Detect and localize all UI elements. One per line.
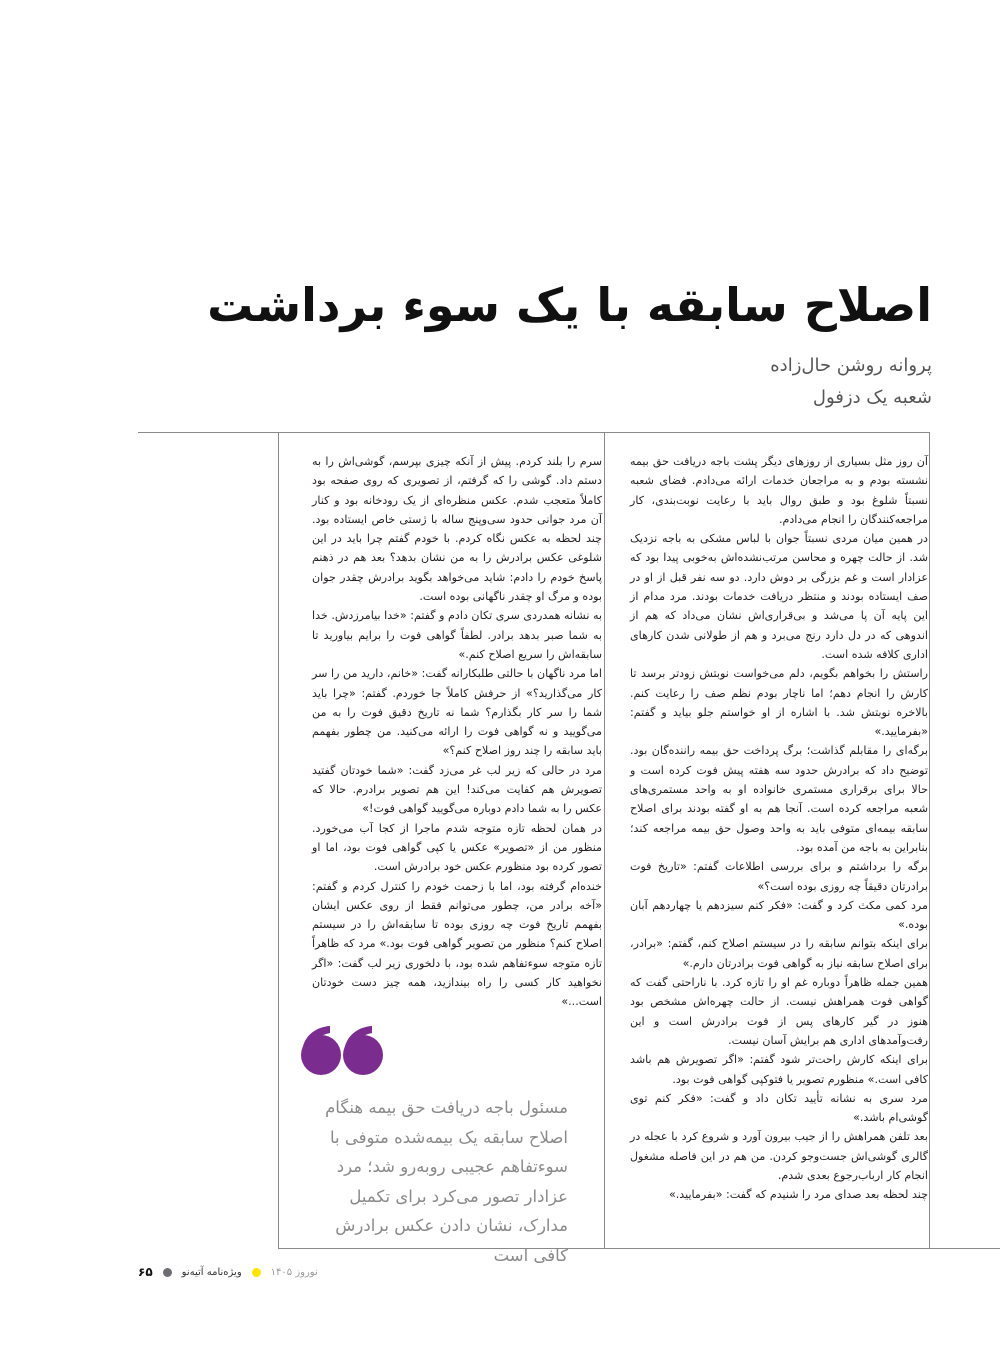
top-rule	[138, 432, 930, 433]
footer-dot-icon	[163, 1268, 172, 1277]
magazine-name: ویژه‌نامه آتیه‌نو	[181, 1266, 242, 1278]
author-name: پروانه روشن حال‌زاده	[770, 355, 932, 376]
paragraph: به نشانه همدردی سری تکان دادم و گفتم: «خدا بیامرزدش. خدا به شما صبر بدهد برادر. لطفاً گواهی فوت را برایم بیاورید تا سابقه‌اش را سریع اصلاح کنم.»	[312, 609, 602, 661]
issue-label: نوروز ۱۴۰۵	[270, 1266, 318, 1278]
column-divider-right	[929, 432, 930, 1248]
paragraph: همین جمله ظاهراً دوباره غم او را تازه کرد. با ناراحتی گفت که گواهی فوت همراهش نیست. از حالت چهره‌اش مشخص بود هنوز در گیر کارهای پس از فوت برادرش است و این رفت‌وآمدهای اداری هم برایش آسان نیست.	[630, 976, 928, 1047]
paragraph: اما مرد ناگهان با حالتی طلبکارانه گفت: «خانم، دارید من را سر کار می‌گذارید؟» از حرفش کاملاً جا خوردم. گفتم: «چرا باید شما را سر کار بگذارم؟ شما نه تاریخ دقیق فوت را به من می‌گویید و نه گواهی فوت را ارائه می‌کنید. من چطور بفهمم باید سابقه را چند روز اصلاح کنم؟»	[312, 667, 602, 758]
paragraph: در همان لحظه تازه متوجه شدم ماجرا از کجا آب می‌خورد. منظور من از «تصویر» عکس یا کپی گواهی فوت بود، اما او تصور کرده بود منظورم عکس خود برادرش است.	[312, 821, 602, 874]
page-number: ۶۵	[138, 1265, 153, 1279]
paragraph: برگه را برداشتم و برای بررسی اطلاعات گفتم: «تاریخ فوت برادرتان دقیقاً چه روزی بوده است؟»	[630, 860, 928, 893]
paragraph: در همین میان مردی نسبتاً جوان با لباس مشکی به باجه نزدیک شد. از حالت چهره و محاسن مرتب‌نشده‌اش به‌خوبی پیدا بود که عزادار است و غم بزرگی بر دوش دارد. دو سه نفر قبل از او در صف ایستاده بودند و منتظر دریافت خدمات بودند. مرد مدام از این پایه آن پا می‌شد و بی‌قراری‌اش نشان می‌داد که هم از اندوهی که در دل دارد رنج می‌برد و هم از طولانی شدن کارهای اداری کلافه شده است.	[630, 532, 928, 661]
quotation-mark-icon	[300, 1024, 386, 1076]
paragraph: سرم را بلند کردم. پیش از آنکه چیزی بپرسم، گوشی‌اش را به دستم داد. گوشی را که گرفتم، از تصویری که روی صفحه بود کاملاً متعجب شدم. عکس منظره‌ای از یک رودخانه بود و کنار آن مرد جوانی حدود سی‌وپنج ساله با ژستی خاص ایستاده بود. چند لحظه به عکس نگاه کردم. با خودم گفتم چرا باید در این شلوغی عکس برادرش را به من نشان بدهد؟ بعد هم در ذهنم پاسخ خودم را دادم: شاید می‌خواهد بگوید برادرش چقدر جوان بوده و مرگ او چقدر ناگهانی بوده است.	[312, 455, 602, 604]
footer-dot-icon	[252, 1268, 261, 1277]
column-divider-middle	[604, 432, 605, 1248]
paragraph: مرد سری به نشانه تأیید تکان داد و گفت: «فکر کنم توی گوشی‌ام باشد.»	[630, 1091, 928, 1125]
paragraph: آن روز مثل بسیاری از روزهای دیگر پشت باجه دریافت حق بیمه نشسته بودم و به مراجعان خدمات ارائه می‌دادم. فضای شعبه نسبتاً شلوغ بود و طبق روال باید با رعایت نوبت‌بندی، کار مراجعه‌کنندگان را انجام می‌دادم.	[630, 455, 928, 526]
paragraph: چند لحظه بعد صدای مرد را شنیدم که گفت: «بفرمایید.»	[668, 1188, 928, 1202]
paragraph: خنده‌ام گرفته بود، اما با زحمت خودم را کنترل کردم و گفتم: «آخه برادر من، چطور می‌توانم فقط از روی عکس ایشان بفهمم تاریخ فوت چه روزی بوده تا سابقه‌اش را در سیستم اصلاح کنم؟ منظور من تصویر گواهی فوت بود.» مرد که ظاهراً تازه متوجه سوءتفاهم شده بود، با دلخوری زیر لب گفت: «اگر نخواهید کار کسی را راه بیندازید، همه چیز دست خودتان است...»	[312, 879, 602, 1009]
pull-quote: مسئول باجه دریافت حق بیمه هنگام اصلاح سابقه یک بیمه‌شده متوفی با سوءتفاهم عجیبی روبه‌رو شد؛ مرد عزادار تصور می‌کرد برای تکمیل مدارک، نشان دادن عکس برادرش کافی است	[325, 1098, 568, 1265]
page-footer	[138, 1262, 378, 1282]
paragraph: راستش را بخواهم بگویم، دلم می‌خواست نوبتش زودتر برسد تا کارش را انجام دهم؛ اما ناچار بودم نظم صف را رعایت کنم. بالاخره نوبتش شد. با اشاره از او خواستم جلو بیاید و گفتم: «بفرمایید.»	[630, 667, 928, 739]
paragraph: مرد کمی مکث کرد و گفت: «فکر کنم سیزدهم یا چهاردهم آبان بوده.»	[630, 898, 928, 932]
byline	[332, 350, 932, 414]
author-branch: شعبه یک دزفول	[812, 387, 932, 408]
paragraph: برای اینکه بتوانم سابقه را در سیستم اصلاح کنم، گفتم: «برادر، برای اصلاح سابقه نیاز به گواهی فوت برادرتان دارم.»	[630, 937, 928, 970]
paragraph: مرد در حالی که زیر لب غر می‌زد گفت: «شما خودتان گفتید تصویرش هم کفایت می‌کند! این هم تصویر برادرم. حالا که عکس را به شما دادم دوباره می‌گویید گواهی فوت!»	[312, 763, 602, 816]
paragraph: برای اینکه کارش راحت‌تر شود گفتم: «اگر تصویرش هم باشد کافی است.» منظورم تصویر یا فتوکپی گواهی فوت بود.	[630, 1053, 928, 1086]
paragraph: برگه‌ای را مقابلم گذاشت؛ برگ پرداخت حق بیمه راننده‌گان بود. توضیح داد که برادرش حدود سه هفته پیش فوت کرده است و حالا برای برقراری مستمری خانواده او به واحد مستمری‌های شعبه مراجعه کرده است. آنجا هم به او گفته بودند برای اصلاح سابقه بیمه‌ای متوفی باید به واحد وصول حق بیمه مراجعه کند؛ بنابراین به باجه من آمده بود.	[630, 744, 928, 854]
paragraph: بعد تلفن همراهش را از جیب بیرون آورد و شروع کرد با عجله در گالری گوشی‌اش جست‌وجو کردن. من هم در این فاصله مشغول انجام کار ارباب‌رجوع بعدی شدم.	[630, 1130, 928, 1182]
column-middle	[312, 452, 602, 1012]
column-right	[630, 452, 928, 1205]
column-divider-left	[278, 432, 279, 1248]
article-title: اصلاح سابقه با یک سوء برداشت	[207, 278, 932, 332]
